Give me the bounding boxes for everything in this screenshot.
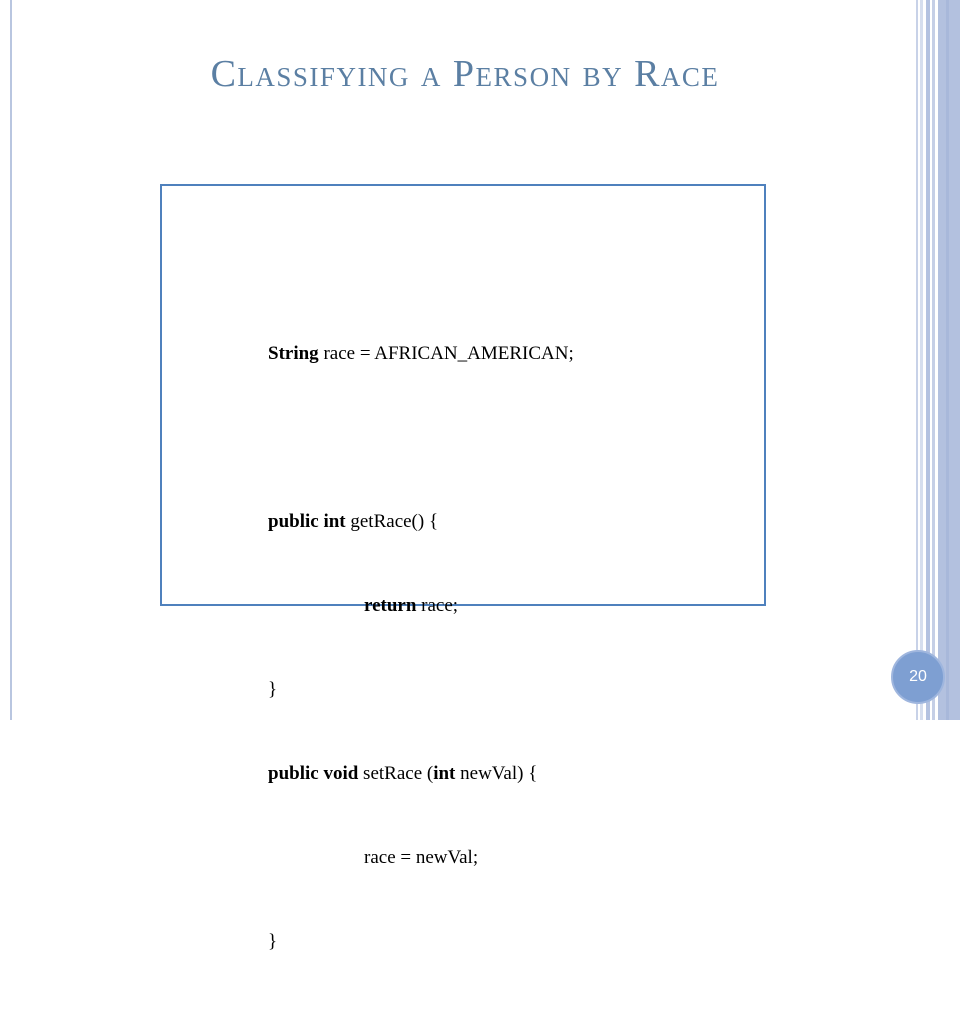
code-text: race = newVal; xyxy=(364,847,479,868)
code-blank-line xyxy=(268,424,574,452)
code-keyword: return xyxy=(364,595,417,616)
code-line xyxy=(268,760,574,788)
code-line xyxy=(268,592,574,620)
code-line xyxy=(268,928,574,956)
stripe xyxy=(926,0,930,720)
code-text: newVal) { xyxy=(455,763,538,784)
code-text: setRace ( xyxy=(358,763,434,784)
code-text: } xyxy=(268,931,278,952)
stripe xyxy=(938,0,960,720)
code-text: } xyxy=(268,679,278,700)
code-line xyxy=(268,508,574,536)
code-keyword: public void xyxy=(268,763,359,784)
code-line xyxy=(268,676,574,704)
code-keyword: String xyxy=(268,343,319,364)
slide-title: Classifying a Person by Race xyxy=(210,53,720,95)
stripe xyxy=(932,0,935,720)
code-keyword: public int xyxy=(268,511,346,532)
stripe xyxy=(920,0,923,720)
left-border-rule xyxy=(10,0,12,720)
code-text: race; xyxy=(416,595,459,616)
code-text: getRace() { xyxy=(345,511,439,532)
right-decorative-stripes xyxy=(916,0,960,720)
code-keyword: int xyxy=(433,763,456,784)
code-block xyxy=(268,284,574,1012)
code-text: race = AFRICAN_AMERICAN; xyxy=(318,343,574,364)
code-line xyxy=(268,844,574,872)
stripe xyxy=(916,0,918,720)
stripe xyxy=(946,0,949,720)
code-line xyxy=(268,340,574,368)
code-box xyxy=(160,184,766,952)
page-number: 20 xyxy=(909,668,927,685)
page-number-badge xyxy=(891,650,945,704)
